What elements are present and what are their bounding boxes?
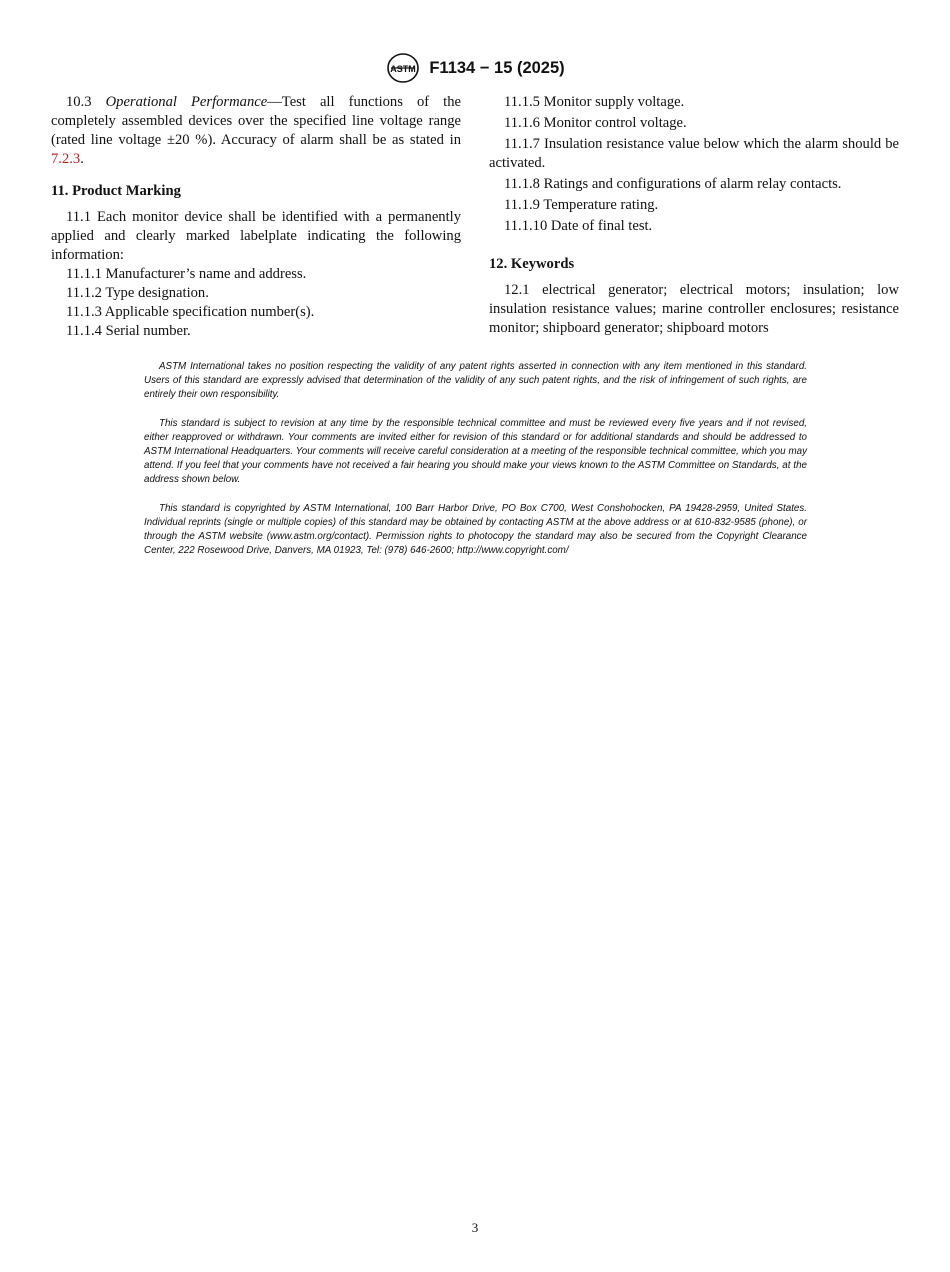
section-11-heading: 11. Product Marking [51,183,181,199]
section-10-3-title: Operational Performance [105,94,268,110]
list-item: 11.1.7 Insulation resistance value below which the alarm should be activated. [489,136,899,171]
list-item: 11.1.5 Monitor supply voltage. [504,94,685,110]
section-7-2-3-link[interactable]: 7.2.3 [51,151,81,167]
list-item: 11.1.8 Ratings and configurations of alarm relay contacts. [504,176,842,192]
section-12-heading: 12. Keywords [489,256,575,272]
section-11-1: 11.1 Each monitor device shall be identified with a permanently applied and clearly marked labelplate indicating the following information: [51,209,461,263]
svg-text:ASTM: ASTM [390,64,417,74]
page-header [0,52,950,84]
list-item: 11.1.4 Serial number. [66,323,191,339]
list-item: 11.1.9 Temperature rating. [504,197,659,213]
patent-notice: ASTM International takes no position respecting the validity of any patent rights asserted in connection with any item mentioned in this standard. Users of this standard are expressly advised that determination of the validity of any such patent rights, and the risk of infringement of such rights, are entirely their own responsibility. [144,361,807,400]
list-item: 11.1.1 Manufacturer’s name and address. [66,266,307,282]
left-column [51,93,461,341]
section-12-1: 12.1 electrical generator; electrical motors; insulation; low insulation resistance values; marine controller enclosures; resistance monitor; shipboard generator; shipboard motors [489,282,899,336]
list-item: 11.1.3 Applicable specification number(s). [66,304,315,320]
astm-logo-icon [385,52,421,84]
list-item: 11.1.10 Date of final test. [504,218,653,234]
list-item: 11.1.2 Type designation. [66,285,209,301]
document-id: F1134 − 15 (2025) [429,58,565,77]
copyright-notice: This standard is copyrighted by ASTM International, 100 Barr Harbor Drive, PO Box C700, West Conshohocken, PA 19428-2959, United States. Individual reprints (single or multiple copies) of this standard may be obtained by contacting ASTM at the above address or at 610-832-9585 (phone), or through the ASTM website (www.astm.org/contact). Permission rights to photocopy the standard may also be secured from the Copyright Clearance Center, 222 Rosewood Drive, Danvers, MA 01923, Tel: (978) 646-2600; http://www.copyright.com/ [144,503,807,556]
revision-notice: This standard is subject to revision at any time by the responsible technical committee and must be reviewed every five years and if not revised, either reapproved or withdrawn. Your comments are invited either for revision of this standard or for additional standards and should be addressed to ASTM International Headquarters. Your comments will receive careful consideration at a meeting of the responsible technical committee, which you may attend. If you feel that your comments have not received a fair hearing you should make your views known to the ASTM Committee on Standards, at the address shown below. [144,418,807,485]
legal-notices [144,360,807,573]
list-item: 11.1.6 Monitor control voltage. [504,115,687,131]
right-column [489,93,899,338]
section-10-3: 10.3 Operational Performance—Test all functions of the completely assembled devices over the specified line voltage range (rated line voltage ±20 %). Accuracy of alarm shall be as stated in 7.2.3. [51,94,461,167]
page-number: 3 [471,1220,479,1235]
